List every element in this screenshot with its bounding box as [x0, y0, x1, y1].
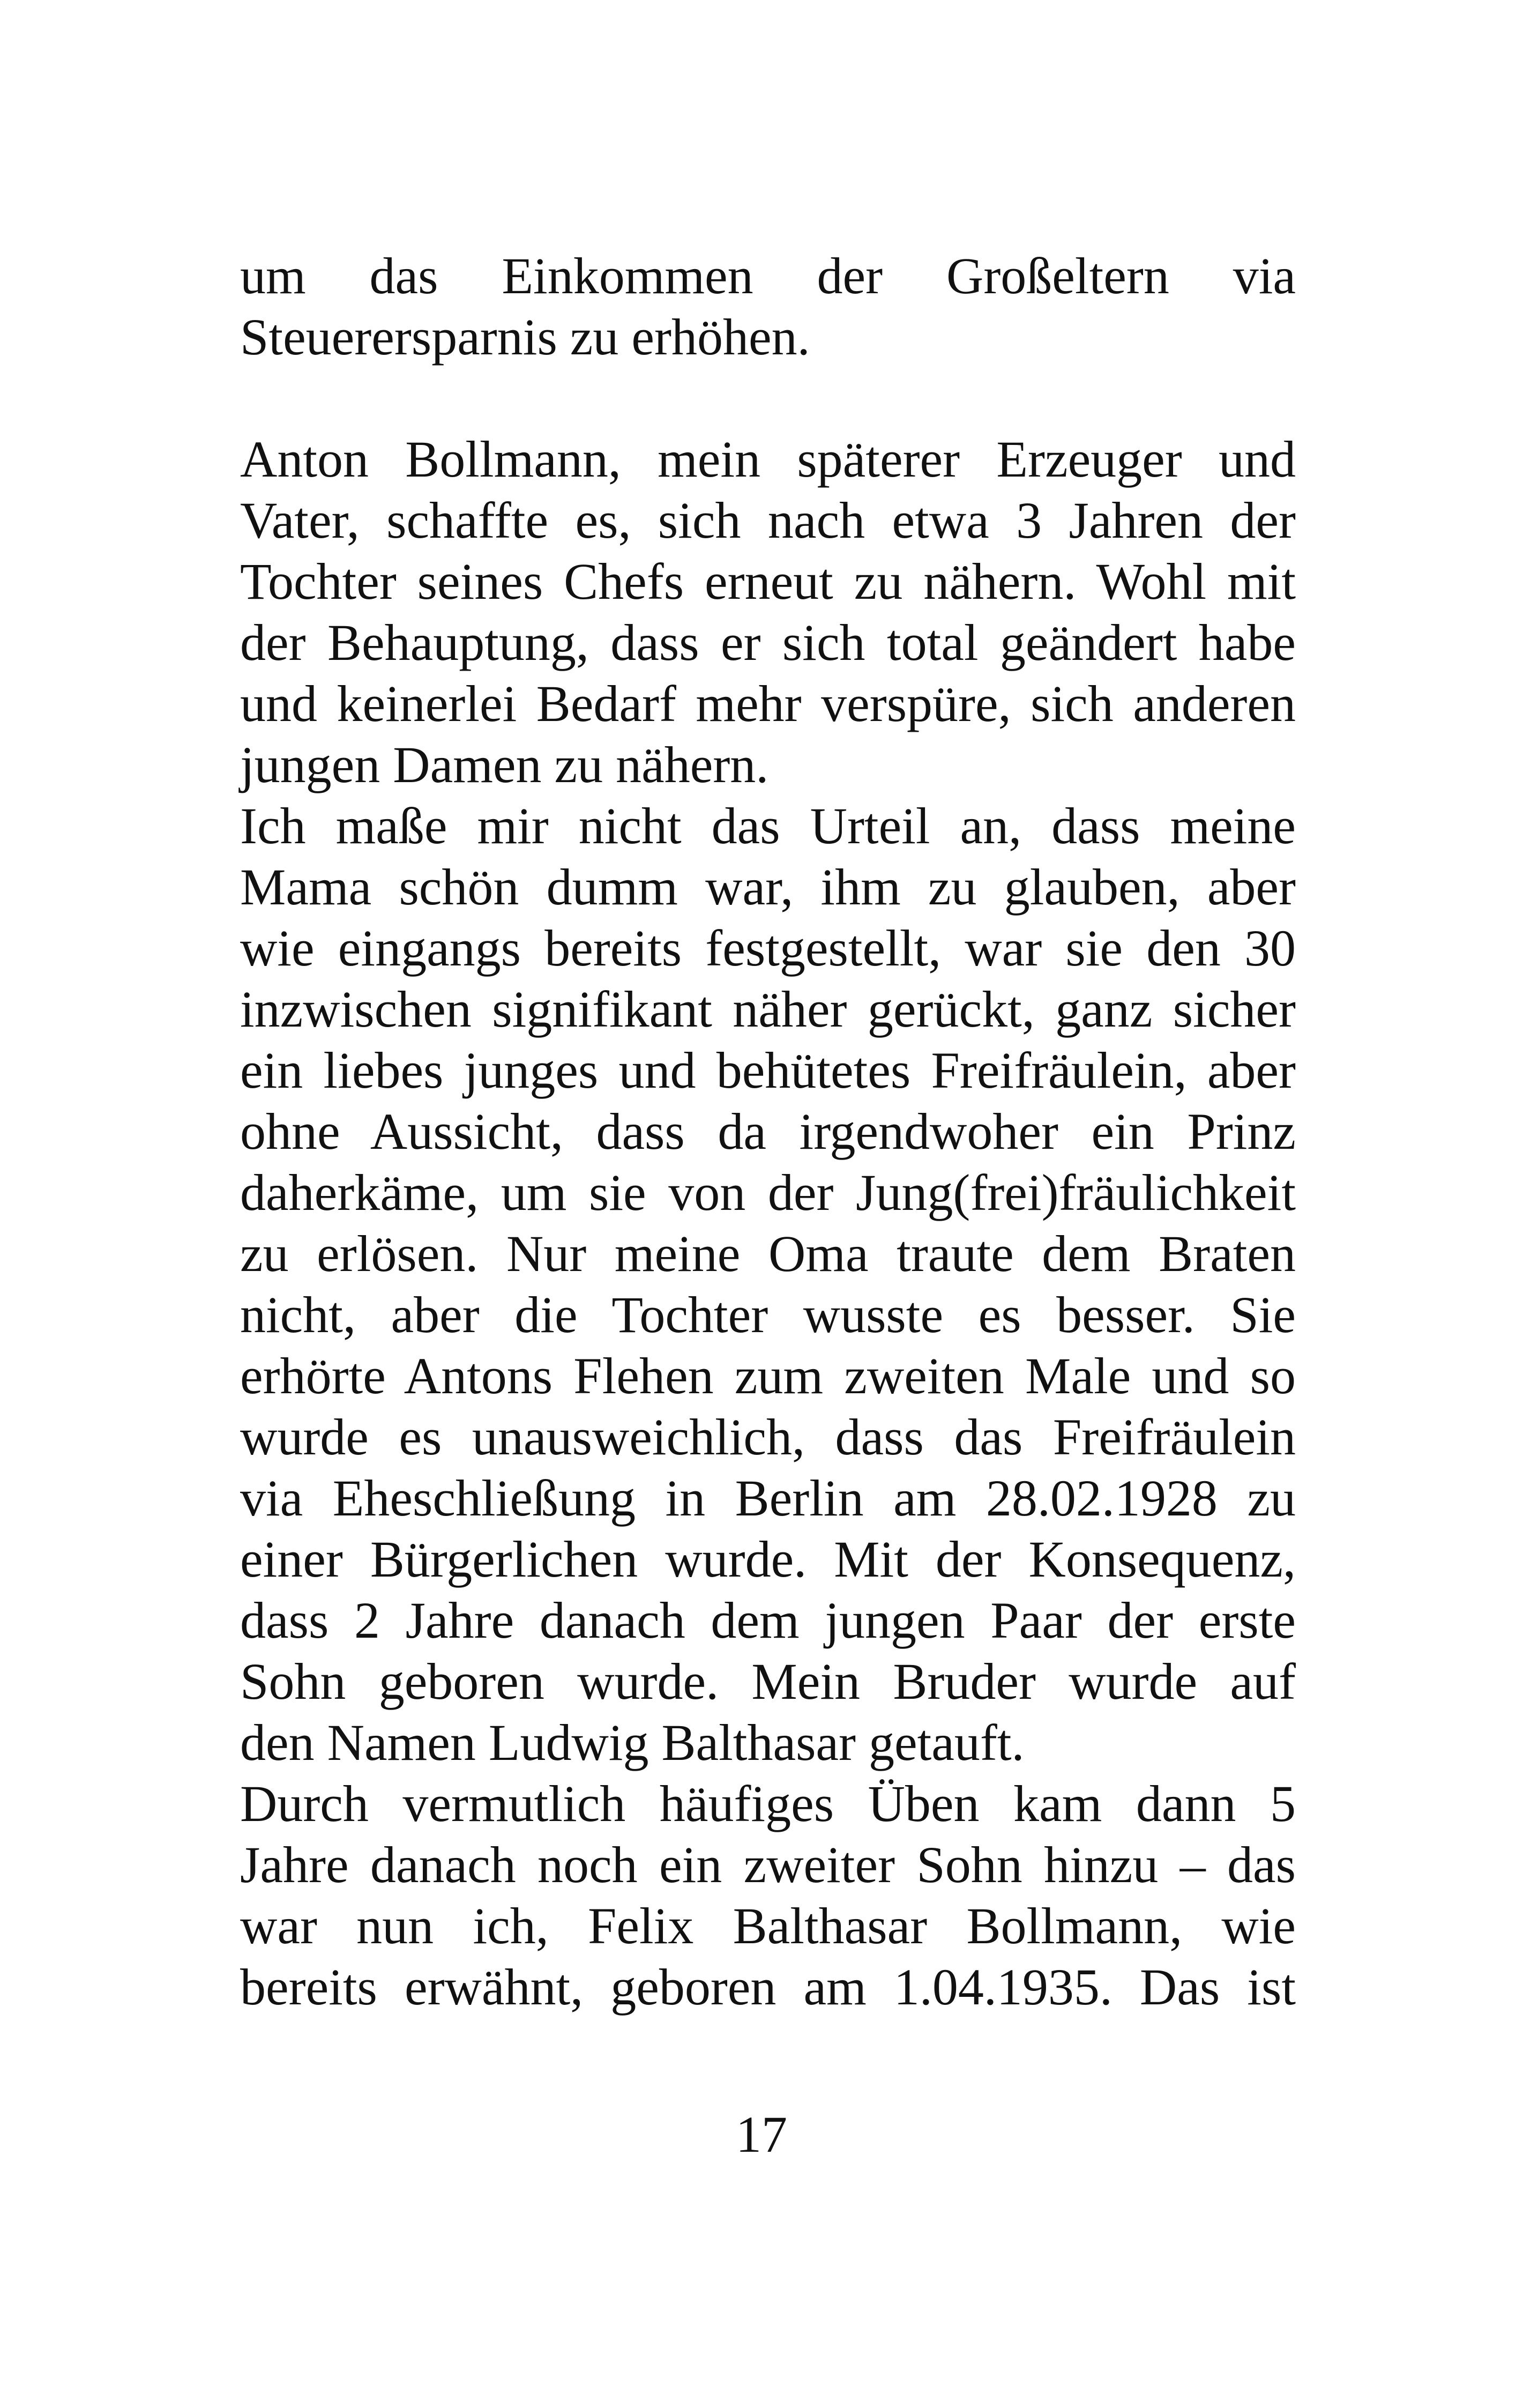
- paragraph-3: [240, 796, 1296, 1773]
- text-line: war nun ich, Felix Balthasar Bollmann, wie: [240, 1897, 1296, 1954]
- text-line: Anton Bollmann, mein späterer Erzeuger und: [240, 430, 1296, 488]
- text-line: den Namen Ludwig Balthasar getauft.: [240, 1714, 1025, 1771]
- text-line: um das Einkommen der Großeltern via: [240, 247, 1296, 304]
- paragraph-4: [240, 1773, 1296, 2018]
- text-line: bereits erwähnt, geboren am 1.04.1935. Das ist: [240, 1958, 1296, 2016]
- text-line: dass 2 Jahre danach dem jungen Paar der erste: [240, 1592, 1296, 1649]
- text-line: wurde es unausweichlich, dass das Freifräulein: [240, 1408, 1296, 1466]
- paragraph-1: [240, 246, 1296, 368]
- paragraph-2: [240, 429, 1296, 796]
- text-line: und keinerlei Bedarf mehr verspüre, sich anderen: [240, 675, 1296, 732]
- text-line: Jahre danach noch ein zweiter Sohn hinzu – das: [240, 1836, 1296, 1893]
- text-line: einer Bürgerlichen wurde. Mit der Konsequenz,: [240, 1530, 1296, 1588]
- text-line: nicht, aber die Tochter wusste es besser. Sie: [240, 1286, 1296, 1343]
- text-line: ohne Aussicht, dass da irgendwoher ein Prinz: [240, 1103, 1296, 1160]
- text-line: inzwischen signifikant näher gerückt, ganz sicher: [240, 980, 1296, 1038]
- text-line: via Eheschließung in Berlin am 28.02.1928 zu: [240, 1469, 1296, 1527]
- page-number: 17: [736, 2106, 787, 2163]
- text-line: Durch vermutlich häufiges Üben kam dann 5: [240, 1775, 1296, 1832]
- text-line: Mama schön dumm war, ihm zu glauben, aber: [240, 858, 1296, 916]
- text-line: der Behauptung, dass er sich total geändert habe: [240, 614, 1296, 671]
- text-line: daherkäme, um sie von der Jung(frei)fräulichkeit: [240, 1164, 1296, 1221]
- text-line: Ich maße mir nicht das Urteil an, dass meine: [240, 797, 1296, 854]
- text-line: Tochter seines Chefs erneut zu nähern. Wohl mit: [240, 553, 1296, 610]
- text-line: erhörte Antons Flehen zum zweiten Male und so: [240, 1347, 1296, 1404]
- text-line: ein liebes junges und behütetes Freifräulein, aber: [240, 1042, 1296, 1099]
- text-line: Vater, schaffte es, sich nach etwa 3 Jahren der: [240, 492, 1296, 549]
- paragraph-gap: [240, 368, 1296, 429]
- body-text: [240, 246, 1296, 2018]
- text-line: zu erlösen. Nur meine Oma traute dem Braten: [240, 1225, 1296, 1282]
- text-line: wie eingangs bereits festgestellt, war sie den 30: [240, 919, 1296, 977]
- text-line: Steuerersparnis zu erhöhen.: [240, 308, 810, 366]
- text-line: jungen Damen zu nähern.: [240, 736, 769, 793]
- text-line: Sohn geboren wurde. Mein Bruder wurde auf: [240, 1653, 1296, 1710]
